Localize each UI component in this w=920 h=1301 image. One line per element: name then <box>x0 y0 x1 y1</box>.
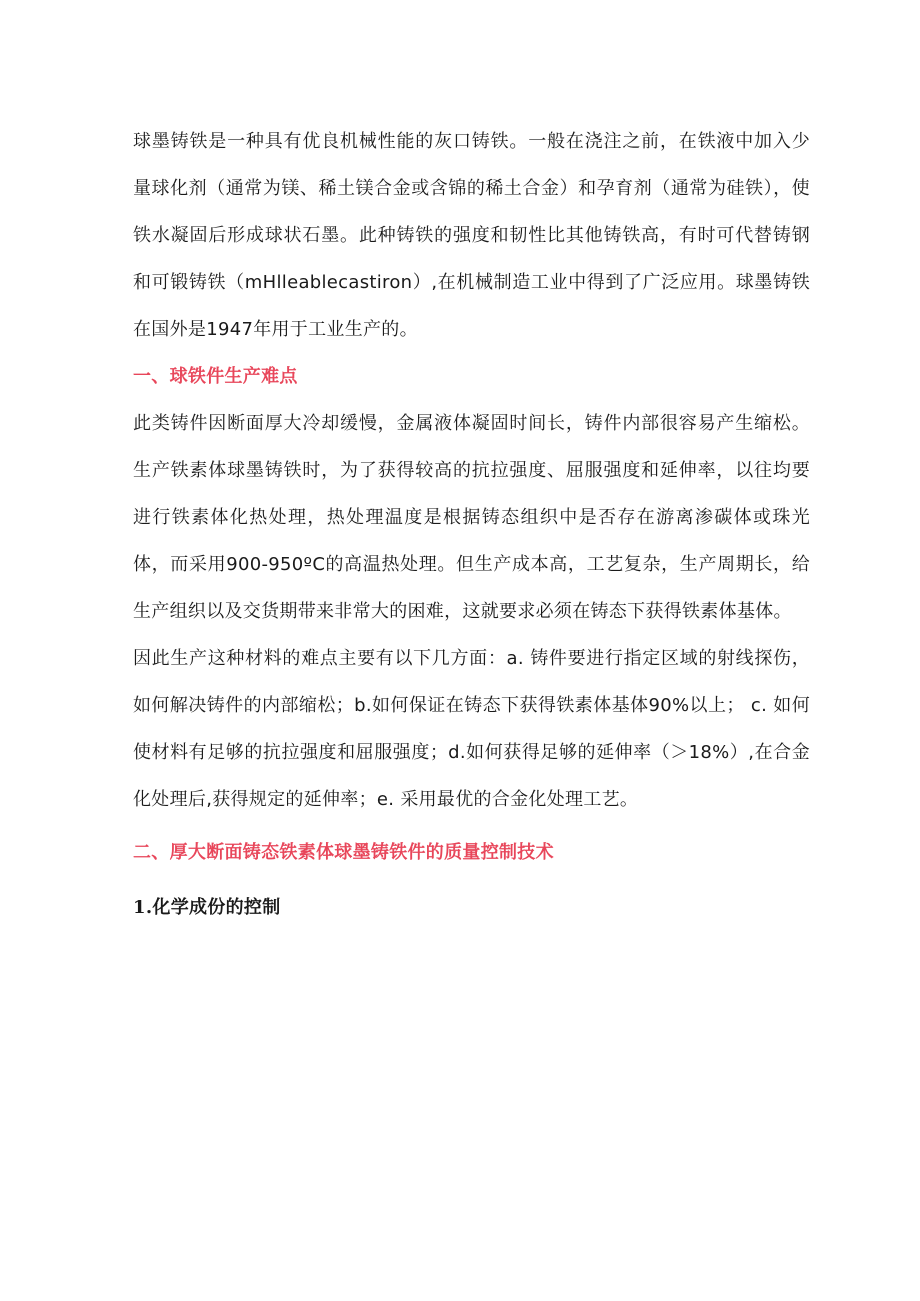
subsection-1-heading: 1.化学成份的控制 <box>133 897 281 918</box>
intro-paragraph: 球墨铸铁是一种具有优良机械性能的灰口铸铁。一般在浇注之前，在铁液中加入少量球化剂（通常为镁、稀土镁合金或含锦的稀土合金）和孕育剂（通常为硅铁），使铁水凝固后形成球状石墨。此种铸铁的强度和韧性比其他铸铁高，有时可代替铸钢和可锻铸铁（mHlleablecastiron）,在机械制造工业中得到了广泛应用。球墨铸铁在国外是1947年用于工业生产的。 <box>133 131 810 340</box>
section-1-paragraph-1: 此类铸件因断面厚大冷却缓慢，金属液体凝固时间长，铸件内部很容易产生缩松。生产铁素体球墨铸铁时，为了获得较高的抗拉强度、屈服强度和延伸率，以往均要进行铁素体化热处理，热处理温度是根据铸态组织中是否存在游离渗碳体或珠光体，而采用900-950ºC的高温热处理。但生产成本高，工艺复杂，生产周期长，给生产组织以及交货期带来非常大的困难，这就要求必须在铸态下获得铁素体基体。 <box>133 413 810 622</box>
section-1-paragraph-2: 因此生产这种材料的难点主要有以下几方面：a. 铸件要进行指定区域的射线探伤，如何解决铸件的内部缩松；b.如何保证在铸态下获得铁素体基体90%以上； c. 如何使材料有足够的抗拉强度和屈服强度；d.如何获得足够的延伸率（＞18%）,在合金化处理后,获得规定的延伸率；e. 采用最优的合金化处理工艺。 <box>133 648 810 810</box>
section-2-heading: 二、厚大断面铸态铁素体球墨铸铁件的质量控制技术 <box>133 842 554 863</box>
section-1-heading: 一、球铁件生产难点 <box>133 366 298 387</box>
